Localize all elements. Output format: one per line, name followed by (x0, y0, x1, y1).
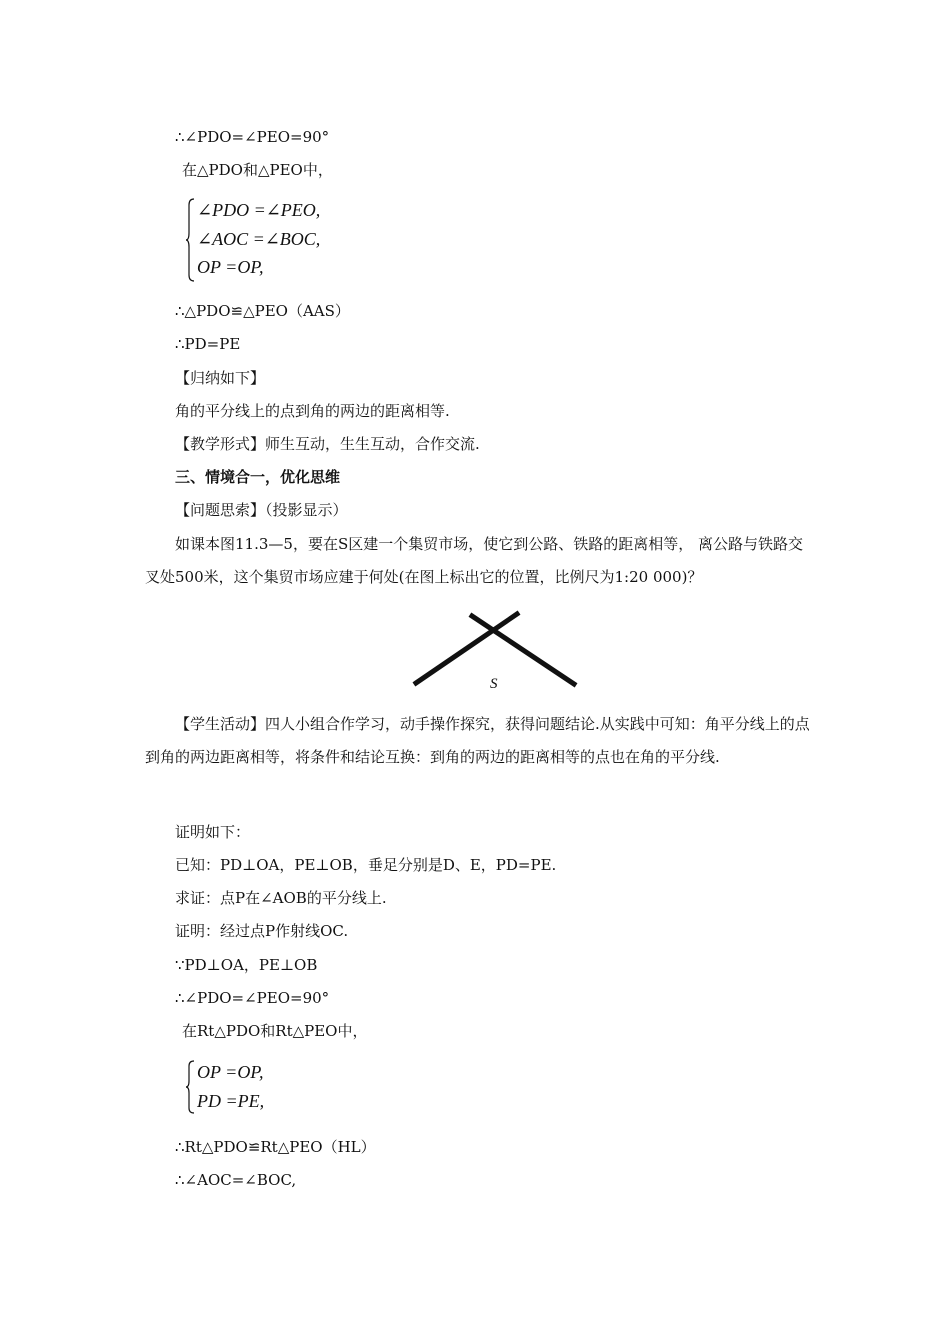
text-line: 【教学形式】师生互动，生生互动，合作交流. (175, 435, 480, 453)
text-line: 在Rt△PDO和Rt△PEO中， (182, 1022, 368, 1040)
text-line: 在△PDO和△PEO中， (182, 161, 333, 179)
paragraph-text: 如课本图11.3—5，要在S区建一个集贸市场，使它到公路、铁路的距离相等， 离公路与铁路交叉处500米，这个集贸市场应建于何处(在图上标出它的位置，比例尺为1:20 000)？ (145, 535, 803, 586)
text-line: ∴PD=PE (175, 335, 241, 353)
text-line: 证明如下： (175, 823, 251, 841)
equation: OP =OP, (197, 1062, 264, 1082)
section-heading: 三、情境合一，优化思维 (175, 468, 341, 486)
figure-label: S (490, 676, 498, 692)
equation: OP =OP, (197, 257, 264, 277)
text-line: 角的平分线上的点到角的两边的距离相等. (175, 402, 450, 420)
text-line: ∵PD⊥OA，PE⊥OB (175, 956, 318, 974)
paragraph-text: 【学生活动】四人小组合作学习，动手操作探究，获得问题结论.从实践中可知：角平分线上的点到角的两边距离相等，将条件和结论互换：到角的两边的距离相等的点也在角的平分线. (145, 715, 810, 766)
paragraph (145, 708, 810, 774)
brace-icon (185, 197, 197, 283)
text-line: ∴∠PDO=∠PEO=90° (175, 128, 330, 146)
text-line: 已知：PD⊥OA，PE⊥OB，垂足分别是D、E，PD=PE. (175, 856, 557, 874)
brace-icon (185, 1059, 197, 1115)
text-line: 求证：点P在∠AOB的平分线上. (175, 889, 387, 907)
section-label: 【归纳如下】 (175, 369, 266, 387)
text-line: ∴∠PDO=∠PEO=90° (175, 989, 330, 1007)
equation: ∠AOC =∠BOC, (197, 229, 321, 249)
section-label: 【问题思索】（投影显示） (175, 501, 348, 519)
text-line: 证明：经过点P作射线OC. (175, 922, 349, 940)
road-crossing-figure (412, 608, 582, 698)
equation: ∠PDO =∠PEO, (197, 200, 321, 220)
equation-system-1 (185, 197, 385, 287)
paragraph (145, 528, 810, 594)
text-line: ∴∠AOC=∠BOC, (175, 1171, 297, 1189)
equation: PD =PE, (197, 1091, 265, 1111)
text-line: ∴△PDO≌△PEO（AAS） (175, 302, 350, 320)
text-line: ∴Rt△PDO≌Rt△PEO（HL） (175, 1138, 376, 1156)
equation-system-2 (185, 1059, 385, 1119)
